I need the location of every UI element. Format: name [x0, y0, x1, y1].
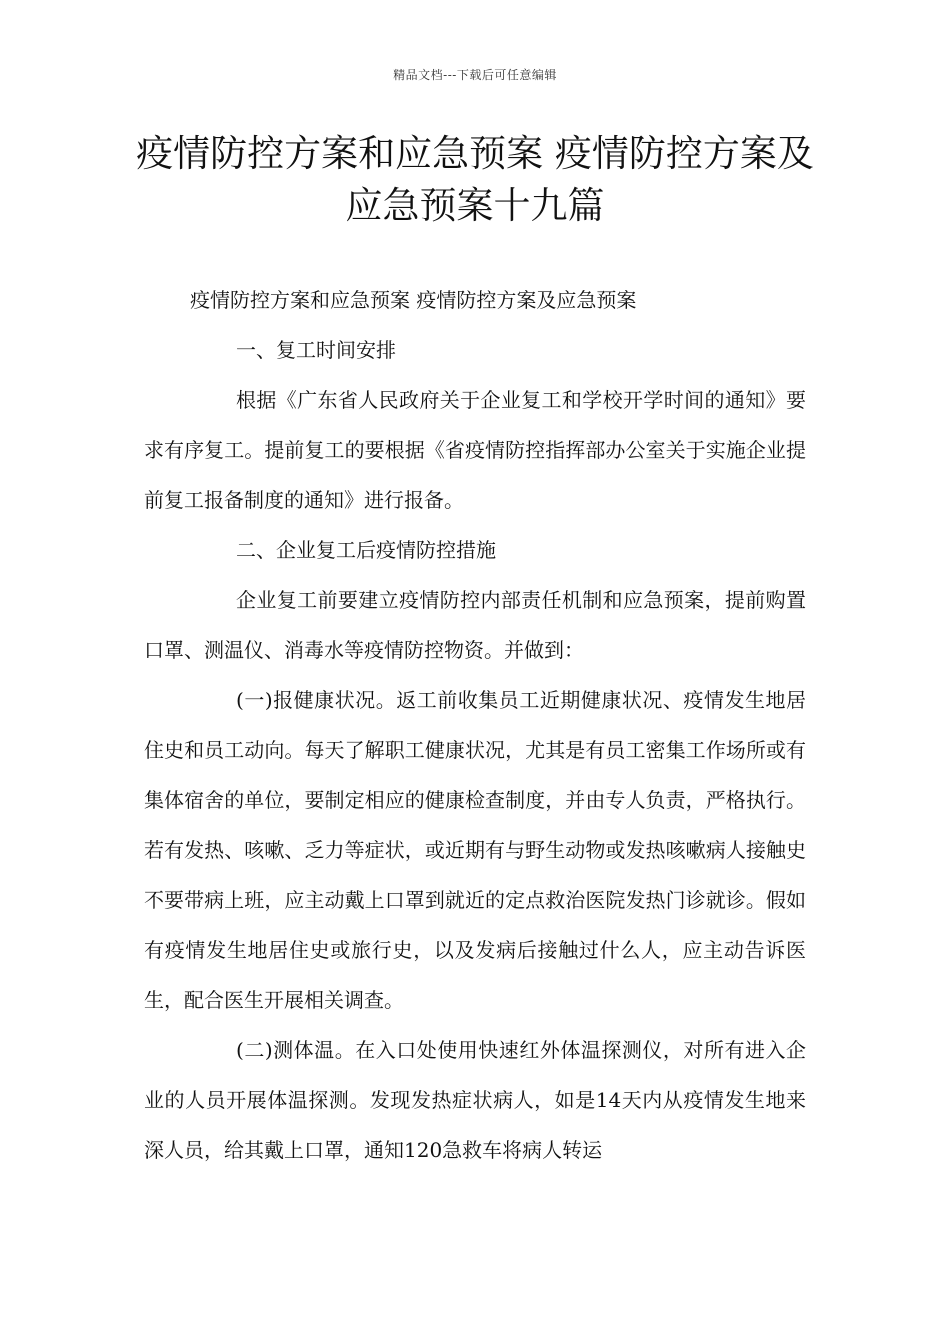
document-title: 疫情防控方案和应急预案 疫情防控方案及应急预案十九篇 — [136, 132, 814, 227]
section-heading-2: 二、企业复工后疫情防控措施 — [236, 538, 496, 562]
body-paragraph: (二)测体温。在入口处使用快速红外体温探测仪，对所有进入企业的人员开展体温探测。发现发热症状病人，如是14天内从疫情发生地来深人员，给其戴上口罩，通知120急救车将病人转运 — [144, 1038, 806, 1162]
document-body — [144, 275, 806, 1175]
body-paragraph: 企业复工前要建立疫情防控内部责任机制和应急预案，提前购置口罩、测温仪、消毒水等疫情防控物资。并做到： — [144, 588, 806, 662]
body-paragraph: 根据《广东省人民政府关于企业复工和学校开学时间的通知》要求有序复工。提前复工的要根据《省疫情防控指挥部办公室关于实施企业提前复工报备制度的通知》进行报备。 — [144, 388, 806, 512]
section-heading-1: 一、复工时间安排 — [236, 338, 396, 362]
body-paragraph: (一)报健康状况。返工前收集员工近期健康状况、疫情发生地居住史和员工动向。每天了解职工健康状况，尤其是有员工密集工作场所或有集体宿舍的单位，要制定相应的健康检查制度，并由专人负责，严格执行。若有发热、咳嗽、乏力等症状，或近期有与野生动物或发热咳嗽病人接触史不要带病上班，应主动戴上口罩到就近的定点救治医院发热门诊就诊。假如有疫情发生地居住史或旅行史，以及发病后接触过什么人，应主动告诉医生，配合医生开展相关调查。 — [144, 688, 806, 1012]
header-note: 精品文档---下载后可任意编辑 — [393, 68, 557, 82]
intro-paragraph: 疫情防控方案和应急预案 疫情防控方案及应急预案 — [190, 288, 637, 312]
